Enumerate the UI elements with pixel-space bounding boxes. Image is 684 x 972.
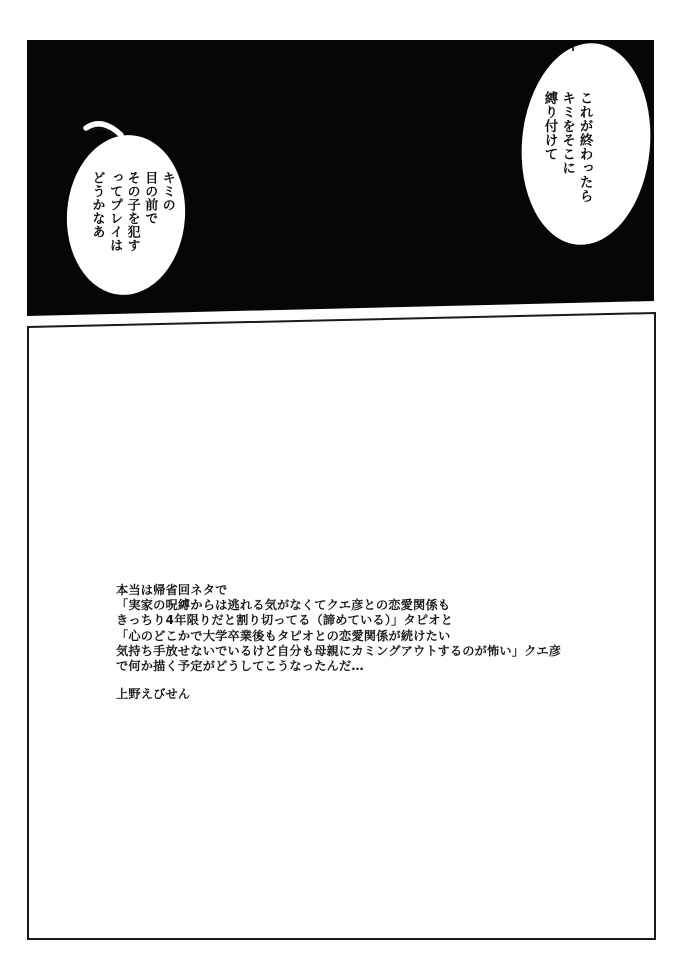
afterword-line: きっちり4年限りだと割り切ってる（諦めている）」タピオと xyxy=(116,613,454,628)
speech-bubble-right-text xyxy=(540,91,593,203)
bubble-line: 縛り付けて xyxy=(541,91,558,161)
afterword-line: で何か描く予定がどうしてこうなったんだ… xyxy=(116,659,364,674)
speech-bubble-left-text xyxy=(88,171,176,252)
afterword-line: 「心のどこかで大学卒業後もタピオとの恋愛関係が続けたい xyxy=(116,628,451,643)
afterword-line: 「実家の呪縛からは逃れる気がなくてクエ彦との恋愛関係も xyxy=(116,598,451,613)
afterword-line: 本当は帰省回ネタで xyxy=(116,583,228,597)
afterword-line: 気持ち手放せないでいるけど自分も母親にカミングアウトするのが怖い」クエ彦 xyxy=(116,643,562,658)
author-name: 上野えびせん xyxy=(116,687,191,702)
bubble-line: これが終わったら xyxy=(576,91,593,203)
afterword-text xyxy=(116,583,561,702)
bubble-line: キミの xyxy=(159,171,175,212)
bubble-line: ってプレイは xyxy=(107,171,123,252)
bubble-line: どうかなあ xyxy=(89,171,105,239)
bubble-line: 目の前で xyxy=(142,171,158,225)
bubble-line: キミをそこに xyxy=(559,91,576,175)
bubble-line: その子を犯す xyxy=(124,171,140,252)
